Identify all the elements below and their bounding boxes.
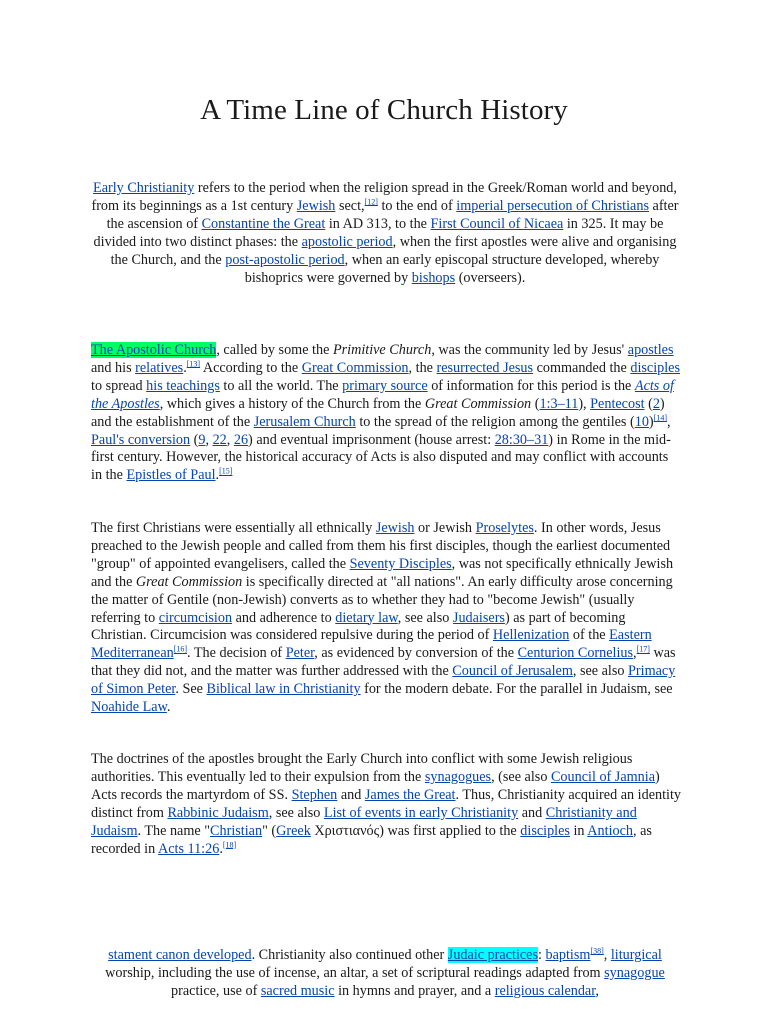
link-christian[interactable]: Christian bbox=[210, 822, 263, 839]
link-primary-source[interactable]: primary source bbox=[342, 377, 428, 394]
link-primacy-simon-peter[interactable]: Primacy of Simon Peter bbox=[91, 663, 676, 698]
link-first-council-nicaea[interactable]: First Council of Nicaea bbox=[430, 215, 564, 232]
italic-primitive-church: Primitive Church bbox=[332, 342, 432, 358]
link-jewish[interactable]: Jewish bbox=[296, 197, 336, 214]
footnote-13[interactable]: [13] bbox=[186, 359, 201, 369]
text: , bbox=[666, 413, 671, 430]
link-greek[interactable]: Greek bbox=[276, 822, 311, 839]
link-epistles-of-paul[interactable]: Epistles of Paul bbox=[126, 467, 216, 484]
link-noahide-law[interactable]: Noahide Law bbox=[91, 699, 167, 716]
text: , called by some the bbox=[216, 342, 333, 358]
text: . Christianity also continued other bbox=[251, 947, 448, 963]
link-acts-10[interactable]: 10 bbox=[634, 413, 649, 430]
text: of the bbox=[569, 627, 610, 644]
text: and his bbox=[91, 359, 136, 376]
link-jewish[interactable]: Jewish bbox=[375, 520, 415, 536]
link-disciples[interactable]: disciples bbox=[630, 359, 680, 376]
link-synagogues[interactable]: synagogues bbox=[424, 768, 492, 785]
footnote-14[interactable]: [14] bbox=[653, 412, 667, 422]
link-acts-11-26[interactable]: Acts 11:26 bbox=[157, 840, 220, 857]
text: . bbox=[215, 467, 220, 484]
text: . In other words, Jesus preached to the Jewish people and called from them his first disciples, though the earliest documented "group" of appointed evangelisers, called the bbox=[91, 520, 671, 572]
link-dietary-law[interactable]: dietary law bbox=[335, 609, 398, 626]
link-acts-2[interactable]: 2 bbox=[652, 395, 660, 412]
link-judaic-practices[interactable]: Judaic practices bbox=[447, 947, 538, 963]
paragraph-apostolic-church bbox=[91, 342, 681, 485]
text: , as evidenced by conversion of the bbox=[314, 645, 518, 662]
link-acts-22[interactable]: 22 bbox=[212, 431, 227, 448]
footnote-18[interactable]: [18] bbox=[222, 839, 237, 849]
footnote-12[interactable]: [12] bbox=[364, 197, 378, 207]
text: sect, bbox=[335, 197, 365, 214]
link-relatives[interactable]: relatives bbox=[135, 359, 184, 376]
text: ) and eventual imprisonment (house arrest: bbox=[248, 431, 495, 448]
link-rabbinic-judaism[interactable]: Rabbinic Judaism bbox=[167, 804, 269, 821]
text: and bbox=[337, 786, 365, 803]
text: . bbox=[219, 840, 223, 857]
text: : bbox=[538, 947, 546, 963]
text: , as recorded in bbox=[91, 822, 652, 857]
text: in AD 313, to the bbox=[325, 215, 431, 232]
text: to all the world. The bbox=[219, 377, 343, 394]
link-apostolic-period[interactable]: apostolic period bbox=[301, 233, 393, 250]
text: , when the first apostles were alive and organising the Church, and the bbox=[110, 233, 677, 268]
text: or Jewish bbox=[414, 520, 476, 536]
text: The doctrines of the apostles brought the Early Church into conflict with some Jewish religious authorities. This eventually led to their expulsion from the bbox=[91, 751, 633, 785]
link-post-apostolic-period[interactable]: post-apostolic period bbox=[225, 251, 345, 268]
link-peter[interactable]: Peter bbox=[285, 645, 315, 662]
link-synagogue[interactable]: synagogue bbox=[604, 964, 665, 981]
text: , bbox=[633, 645, 637, 662]
text: , see also bbox=[268, 804, 324, 821]
text: , see also bbox=[397, 609, 453, 626]
text: and adherence to bbox=[232, 609, 336, 626]
link-bishops[interactable]: bishops bbox=[411, 269, 456, 286]
text: to spread bbox=[91, 377, 147, 394]
link-sacred-music[interactable]: sacred music bbox=[260, 982, 335, 999]
link-disciples[interactable]: disciples bbox=[520, 822, 570, 839]
link-resurrected-jesus[interactable]: resurrected Jesus bbox=[436, 359, 534, 376]
link-acts-26[interactable]: 26 bbox=[233, 431, 249, 448]
link-council-of-jamnia[interactable]: Council of Jamnia bbox=[550, 768, 655, 785]
text: is specifically directed at "all nations". An early difficulty arose concerning the matter of Gentile (non-Jewish) converts as to whether they had to "become Jewish" (usually referring to bbox=[91, 573, 673, 626]
link-religious-calendar[interactable]: religious calendar bbox=[494, 982, 596, 999]
link-pauls-conversion[interactable]: Paul's conversion bbox=[91, 431, 191, 448]
text: Χριστιανός) was first applied to the bbox=[310, 822, 521, 839]
link-antioch[interactable]: Antioch bbox=[587, 822, 634, 839]
text: ( bbox=[644, 395, 653, 412]
paragraph-judaic-practices bbox=[90, 947, 680, 1001]
text: ), bbox=[578, 395, 591, 412]
text: ( bbox=[531, 395, 540, 412]
link-acts-9[interactable]: 9 bbox=[198, 431, 206, 448]
text: (overseers). bbox=[455, 269, 526, 286]
text: , was not specifically ethnically Jewish and the bbox=[91, 555, 674, 590]
link-baptism[interactable]: baptism bbox=[545, 947, 591, 963]
text: practice, use of bbox=[171, 982, 261, 999]
link-christianity-and-judaism[interactable]: Christianity and Judaism bbox=[91, 804, 637, 839]
link-his-teachings[interactable]: his teachings bbox=[146, 377, 220, 394]
link-seventy-disciples[interactable]: Seventy Disciples bbox=[349, 555, 452, 572]
text: commanded the bbox=[533, 359, 631, 376]
text: in hymns and prayer, and a bbox=[334, 982, 495, 999]
link-judaisers[interactable]: Judaisers bbox=[452, 609, 505, 626]
text: ) and the establishment of the bbox=[91, 395, 665, 430]
text: , bbox=[603, 947, 611, 963]
text: in 325. It may be divided into two distinct phases: the bbox=[93, 215, 664, 250]
italic-great-commission: Great Commission bbox=[135, 573, 243, 590]
paragraph-first-christians bbox=[91, 520, 681, 717]
link-list-of-events[interactable]: List of events in early Christianity bbox=[323, 804, 519, 821]
text: worship, including the use of incense, an altar, a set of scriptural readings adapted from bbox=[105, 964, 605, 981]
italic-acts: Acts of the Apostles bbox=[91, 377, 674, 412]
text: ( bbox=[190, 431, 199, 448]
text: in bbox=[569, 822, 588, 839]
text: , bbox=[595, 982, 599, 999]
link-imperial-persecution[interactable]: imperial persecution of Christians bbox=[456, 197, 649, 214]
link-biblical-law[interactable]: Biblical law in Christianity bbox=[206, 681, 361, 698]
text: of information for this period is the bbox=[427, 377, 635, 394]
link-centurion-cornelius[interactable]: Centurion Cornelius bbox=[517, 645, 634, 662]
link-great-commission[interactable]: Great Commission bbox=[301, 359, 409, 376]
text: The first Christians were essentially all ethnically bbox=[91, 520, 376, 536]
footnote-15[interactable]: [15] bbox=[219, 466, 233, 476]
link-testament-canon[interactable]: stament canon developed bbox=[108, 947, 252, 963]
link-stephen[interactable]: Stephen bbox=[291, 786, 338, 803]
text: ) Acts records the martyrdom of SS. bbox=[91, 768, 660, 803]
text: refers to the period when the religion spread in the Greek/Roman world and beyond, from its beginnings as a 1st century bbox=[91, 180, 677, 214]
text: According to the bbox=[200, 359, 302, 376]
text: . The decision of bbox=[187, 645, 286, 662]
link-acts-1-3-11[interactable]: 1:3–11 bbox=[539, 395, 579, 412]
link-circumcision[interactable]: circumcision bbox=[158, 609, 233, 626]
link-liturgical[interactable]: liturgical bbox=[610, 947, 662, 963]
text: , bbox=[226, 431, 234, 448]
paragraph-doctrines bbox=[91, 751, 681, 858]
page-title: A Time Line of Church History bbox=[200, 94, 568, 126]
link-pentecost[interactable]: Pentecost bbox=[590, 395, 645, 412]
text: . Thus, Christianity acquired an identity distinct from bbox=[91, 786, 682, 821]
link-jerusalem-church[interactable]: Jerusalem Church bbox=[253, 413, 356, 430]
text: after the ascension of bbox=[106, 197, 679, 232]
text: was that they did not, and the matter was further addressed with the bbox=[91, 645, 676, 680]
footnote-16[interactable]: [16] bbox=[173, 644, 188, 654]
text: . bbox=[183, 359, 187, 376]
link-hellenization[interactable]: Hellenization bbox=[492, 627, 570, 644]
text: ) as part of becoming Christian. Circumcision was considered repulsive during the period of bbox=[91, 609, 626, 644]
link-constantine[interactable]: Constantine the Great bbox=[201, 215, 326, 232]
link-early-christianity[interactable]: Early Christianity bbox=[93, 180, 195, 196]
link-council-of-jerusalem[interactable]: Council of Jerusalem bbox=[452, 663, 573, 680]
text: to the end of bbox=[377, 197, 457, 214]
text: , which gives a history of the Church from the bbox=[159, 395, 425, 412]
link-acts-28-30-31[interactable]: 28:30–31 bbox=[494, 431, 549, 448]
link-proselytes[interactable]: Proselytes bbox=[475, 520, 534, 536]
link-apostles[interactable]: apostles bbox=[627, 342, 674, 358]
text: " ( bbox=[262, 822, 277, 839]
paragraph-intro bbox=[90, 180, 680, 287]
text: . bbox=[166, 699, 171, 716]
footnote-17[interactable]: [17] bbox=[636, 644, 650, 654]
link-james-the-great[interactable]: James the Great bbox=[364, 786, 456, 803]
link-apostolic-church[interactable]: The Apostolic Church bbox=[91, 342, 217, 358]
text: for the modern debate. For the parallel in Judaism, see bbox=[360, 681, 673, 698]
text: to the spread of the religion among the gentiles ( bbox=[355, 413, 635, 430]
text: ) bbox=[648, 413, 654, 430]
italic-great-commission: Great Commission bbox=[424, 395, 532, 412]
text: , see also bbox=[572, 663, 629, 680]
text: . The name " bbox=[137, 822, 211, 839]
text: , was the community led by Jesus' bbox=[431, 342, 628, 358]
text: , (see also bbox=[491, 768, 551, 785]
text: , when an early episcopal structure developed, whereby bishoprics were governed by bbox=[244, 251, 660, 286]
text: ) in Rome in the mid-first century. However, the historical accuracy of Acts is also disputed and may conflict with accounts in the bbox=[91, 431, 671, 484]
text: , the bbox=[408, 359, 437, 376]
link-eastern-mediterranean[interactable]: Eastern Mediterranean bbox=[91, 627, 652, 662]
text: , bbox=[205, 431, 213, 448]
text: and bbox=[518, 804, 546, 821]
footnote-38[interactable]: [38] bbox=[590, 946, 604, 956]
text: . See bbox=[175, 681, 207, 698]
